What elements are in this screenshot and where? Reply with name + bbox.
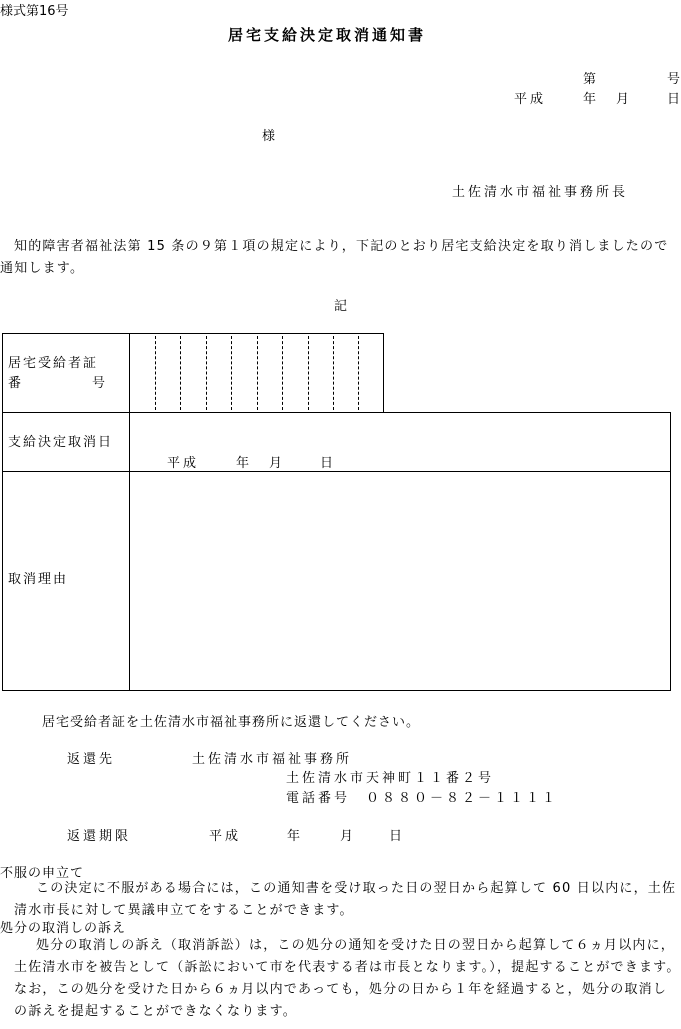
cancel-rows (2, 412, 671, 691)
return-to-label: 返還先 (67, 752, 116, 767)
digit-separator (358, 336, 359, 410)
cancel-date-label: 支給決定取消日 (8, 435, 114, 450)
date-day: 日 (667, 92, 681, 107)
digit-separator (308, 336, 309, 410)
digit-separator (333, 336, 334, 410)
cert-number-row (2, 333, 384, 413)
return-deadline-year: 年 (287, 829, 301, 844)
cancel-date-era: 平成 (167, 456, 200, 471)
digit-separator (257, 336, 258, 410)
date-era: 平成 (514, 92, 547, 107)
return-deadline-month: 月 (340, 829, 354, 844)
reason-label: 取消理由 (8, 572, 69, 587)
return-deadline-label: 返還期限 (67, 829, 132, 844)
number-go: 号 (667, 72, 681, 87)
ki-label: 記 (334, 299, 348, 314)
objection-heading: 不服の申立て (0, 866, 85, 881)
objection-text: この決定に不服がある場合には，この通知書を受け取った日の翌日から起算して 60 日以内に，土佐清水市長に対して異議申立てをすることができます。 (14, 881, 677, 918)
date-month: 月 (616, 92, 630, 107)
addressee-suffix: 様 (262, 129, 276, 144)
cert-label-2a: 番 (8, 376, 24, 391)
digit-separator (282, 336, 283, 410)
digit-separator (180, 336, 181, 410)
cancel-date-day: 日 (320, 456, 334, 471)
issuer: 土佐清水市福祉事務所長 (452, 185, 629, 200)
form-number: 様式第16号 (0, 4, 69, 19)
return-phone: 電話番号 ０８８０－８２－１１１１ (286, 791, 559, 806)
number-dai: 第 (583, 72, 597, 87)
lawsuit-heading: 処分の取消しの訴え (0, 921, 127, 936)
return-address: 土佐清水市天神町１１番２号 (286, 771, 495, 786)
cancel-date-month: 月 (269, 456, 283, 471)
digit-separator (155, 336, 156, 410)
date-year: 年 (583, 92, 597, 107)
document-title: 居宅支給決定取消通知書 (228, 26, 427, 44)
return-deadline-era: 平成 (209, 829, 242, 844)
cert-label-2b: 号 (92, 376, 108, 391)
row-divider (2, 471, 671, 472)
return-deadline-day: 日 (389, 829, 403, 844)
cert-label-1: 居宅受給者証 (8, 356, 99, 371)
body-text: 知的障害者福祉法第 15 条の９第１項の規定により，下記のとおり居宅支給決定を取り消しましたので通知します。 (0, 239, 669, 276)
return-office: 土佐清水市福祉事務所 (192, 752, 353, 767)
return-notice: 居宅受給者証を土佐清水市福祉事務所に返還してください。 (42, 715, 421, 730)
lawsuit-text: 処分の取消しの訴え（取消訴訟）は，この処分の通知を受けた日の翌日から起算して６ヵ月以内に，土佐清水市を被告として（訴訟において市を代表する者は市長となります。），提起することができます。なお，この処分を受けた日から６ヵ月以内であっても，処分の日から１年を経過すると，処分の取消しの訴えを提起することができなくなります。 (14, 938, 681, 1019)
cancel-date-year: 年 (236, 456, 250, 471)
digit-separator (231, 336, 232, 410)
digit-separator (206, 336, 207, 410)
